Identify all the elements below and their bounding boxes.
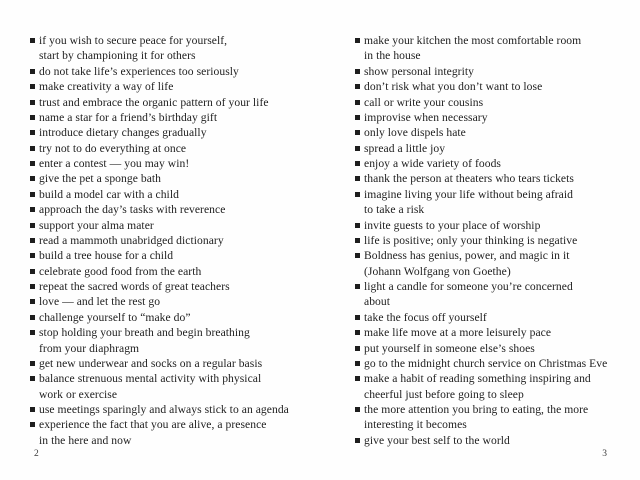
item-text: do not take life’s experiences too seriously bbox=[39, 64, 239, 78]
item-text: call or write your cousins bbox=[364, 95, 484, 109]
list-item bbox=[30, 325, 314, 356]
list-item bbox=[30, 371, 314, 402]
list-item bbox=[355, 64, 636, 79]
list-item bbox=[355, 125, 636, 140]
item-text: the more attention you bring to eating, the more interesting it becomes bbox=[364, 403, 589, 432]
list-item bbox=[30, 156, 314, 171]
square-bullet-icon bbox=[30, 407, 35, 412]
item-text: balance strenuous mental activity with physical work or exercise bbox=[39, 372, 262, 401]
item-text: if you wish to secure peace for yourself, start by championing it for others bbox=[39, 34, 228, 63]
item-text: experience the fact that you are alive, a presence in the here and now bbox=[39, 418, 267, 447]
square-bullet-icon bbox=[355, 238, 360, 243]
item-text: give your best self to the world bbox=[364, 433, 510, 447]
square-bullet-icon bbox=[30, 38, 35, 43]
list-item bbox=[355, 79, 636, 94]
list-item bbox=[30, 33, 314, 64]
square-bullet-icon bbox=[355, 376, 360, 381]
item-text: build a model car with a child bbox=[39, 187, 179, 201]
list-item bbox=[355, 95, 636, 110]
right-page bbox=[320, 0, 640, 480]
square-bullet-icon bbox=[30, 130, 35, 135]
item-text: make creativity a way of life bbox=[39, 80, 174, 94]
list-item bbox=[30, 171, 314, 186]
list-item bbox=[355, 110, 636, 125]
square-bullet-icon bbox=[30, 69, 35, 74]
square-bullet-icon bbox=[355, 161, 360, 166]
item-text: make life move at a more leisurely pace bbox=[364, 326, 552, 340]
item-text: thank the person at theaters who tears tickets bbox=[364, 172, 574, 186]
list-item bbox=[355, 310, 636, 325]
square-bullet-icon bbox=[30, 238, 35, 243]
list-item bbox=[30, 79, 314, 94]
square-bullet-icon bbox=[355, 223, 360, 228]
right-page-list bbox=[355, 33, 636, 448]
list-item bbox=[30, 294, 314, 309]
square-bullet-icon bbox=[355, 253, 360, 258]
square-bullet-icon bbox=[30, 299, 35, 304]
square-bullet-icon bbox=[355, 346, 360, 351]
list-item bbox=[30, 125, 314, 140]
square-bullet-icon bbox=[30, 192, 35, 197]
item-text: try not to do everything at once bbox=[39, 141, 187, 155]
list-item bbox=[30, 202, 314, 217]
item-text: name a star for a friend’s birthday gift bbox=[39, 110, 218, 124]
list-item bbox=[30, 264, 314, 279]
item-text: celebrate good food from the earth bbox=[39, 264, 202, 278]
square-bullet-icon bbox=[30, 376, 35, 381]
item-text: invite guests to your place of worship bbox=[364, 218, 541, 232]
list-item bbox=[30, 279, 314, 294]
square-bullet-icon bbox=[30, 284, 35, 289]
square-bullet-icon bbox=[355, 315, 360, 320]
item-text: imagine living your life without being afraid to take a risk bbox=[364, 187, 573, 217]
square-bullet-icon bbox=[30, 146, 35, 151]
list-item bbox=[355, 325, 636, 340]
item-text: trust and embrace the organic pattern of your life bbox=[39, 95, 269, 109]
square-bullet-icon bbox=[30, 315, 35, 320]
list-item bbox=[30, 141, 314, 156]
square-bullet-icon bbox=[355, 130, 360, 135]
item-text: don’t risk what you don’t want to lose bbox=[364, 80, 543, 94]
item-text: Boldness has genius, power, and magic in it (Johann Wolfgang von Goethe) bbox=[364, 249, 570, 278]
list-item bbox=[355, 371, 636, 402]
square-bullet-icon bbox=[355, 192, 360, 197]
list-item bbox=[30, 310, 314, 325]
list-item bbox=[355, 279, 636, 310]
item-text: go to the midnight church service on Christmas Eve bbox=[364, 356, 608, 370]
item-text: improvise when necessary bbox=[364, 110, 488, 124]
square-bullet-icon bbox=[355, 38, 360, 43]
square-bullet-icon bbox=[30, 330, 35, 335]
list-item bbox=[30, 248, 314, 263]
item-text: give the pet a sponge bath bbox=[39, 172, 162, 186]
item-text: enter a contest — you may win! bbox=[39, 157, 190, 170]
square-bullet-icon bbox=[355, 146, 360, 151]
list-item bbox=[30, 233, 314, 248]
list-item bbox=[355, 341, 636, 356]
square-bullet-icon bbox=[355, 361, 360, 366]
item-text: put yourself in someone else’s shoes bbox=[364, 341, 535, 355]
item-text: life is positive; only your thinking is negative bbox=[364, 233, 578, 247]
item-text: only love dispels hate bbox=[364, 126, 466, 140]
item-text: show personal integrity bbox=[364, 64, 474, 78]
left-page-list bbox=[30, 33, 314, 448]
square-bullet-icon bbox=[355, 438, 360, 443]
square-bullet-icon bbox=[30, 100, 35, 105]
square-bullet-icon bbox=[30, 176, 35, 181]
right-page-number: 3 bbox=[602, 449, 607, 459]
square-bullet-icon bbox=[30, 422, 35, 427]
square-bullet-icon bbox=[355, 84, 360, 89]
list-item bbox=[355, 33, 636, 64]
item-text: approach the day’s tasks with reverence bbox=[39, 203, 226, 217]
left-page-number: 2 bbox=[34, 449, 39, 459]
square-bullet-icon bbox=[30, 361, 35, 366]
item-text: get new underwear and socks on a regular basis bbox=[39, 356, 263, 370]
item-text: build a tree house for a child bbox=[39, 249, 174, 263]
item-text: make your kitchen the most comfortable room in the house bbox=[364, 34, 582, 63]
list-item bbox=[30, 356, 314, 371]
square-bullet-icon bbox=[30, 223, 35, 228]
list-item bbox=[355, 156, 636, 171]
square-bullet-icon bbox=[30, 84, 35, 89]
item-text: repeat the sacred words of great teachers bbox=[39, 280, 230, 293]
square-bullet-icon bbox=[30, 115, 35, 120]
square-bullet-icon bbox=[355, 69, 360, 74]
square-bullet-icon bbox=[355, 407, 360, 412]
square-bullet-icon bbox=[30, 253, 35, 258]
list-item bbox=[355, 171, 636, 186]
list-item bbox=[30, 187, 314, 202]
item-text: light a candle for someone you’re concerned about bbox=[364, 280, 573, 309]
list-item bbox=[355, 141, 636, 156]
item-text: introduce dietary changes gradually bbox=[39, 126, 207, 140]
square-bullet-icon bbox=[30, 269, 35, 274]
list-item bbox=[30, 64, 314, 79]
square-bullet-icon bbox=[355, 100, 360, 105]
square-bullet-icon bbox=[30, 207, 35, 212]
list-item bbox=[30, 417, 314, 448]
item-text: love — and let the rest go bbox=[39, 295, 161, 309]
item-text: make a habit of reading something inspiring and cheerful just before going to sleep bbox=[364, 372, 591, 401]
square-bullet-icon bbox=[355, 176, 360, 181]
square-bullet-icon bbox=[30, 161, 35, 166]
list-item bbox=[355, 402, 636, 433]
list-item bbox=[355, 233, 636, 248]
list-item bbox=[355, 356, 636, 371]
list-item bbox=[30, 218, 314, 233]
list-item bbox=[30, 110, 314, 125]
item-text: stop holding your breath and begin breathing from your diaphragm bbox=[39, 326, 250, 355]
item-text: use meetings sparingly and always stick to an agenda bbox=[39, 403, 289, 416]
list-item bbox=[30, 95, 314, 110]
list-item bbox=[355, 433, 636, 448]
item-text: read a mammoth unabridged dictionary bbox=[39, 233, 224, 247]
item-text: spread a little joy bbox=[364, 141, 446, 155]
list-item bbox=[30, 402, 314, 417]
item-text: enjoy a wide variety of foods bbox=[364, 157, 501, 170]
item-text: challenge yourself to “make do” bbox=[39, 310, 191, 324]
square-bullet-icon bbox=[355, 115, 360, 120]
square-bullet-icon bbox=[355, 284, 360, 289]
item-text: support your alma mater bbox=[39, 218, 154, 232]
list-item bbox=[355, 187, 636, 218]
square-bullet-icon bbox=[355, 330, 360, 335]
item-text: take the focus off yourself bbox=[364, 310, 487, 324]
list-item bbox=[355, 218, 636, 233]
list-item bbox=[355, 248, 636, 279]
